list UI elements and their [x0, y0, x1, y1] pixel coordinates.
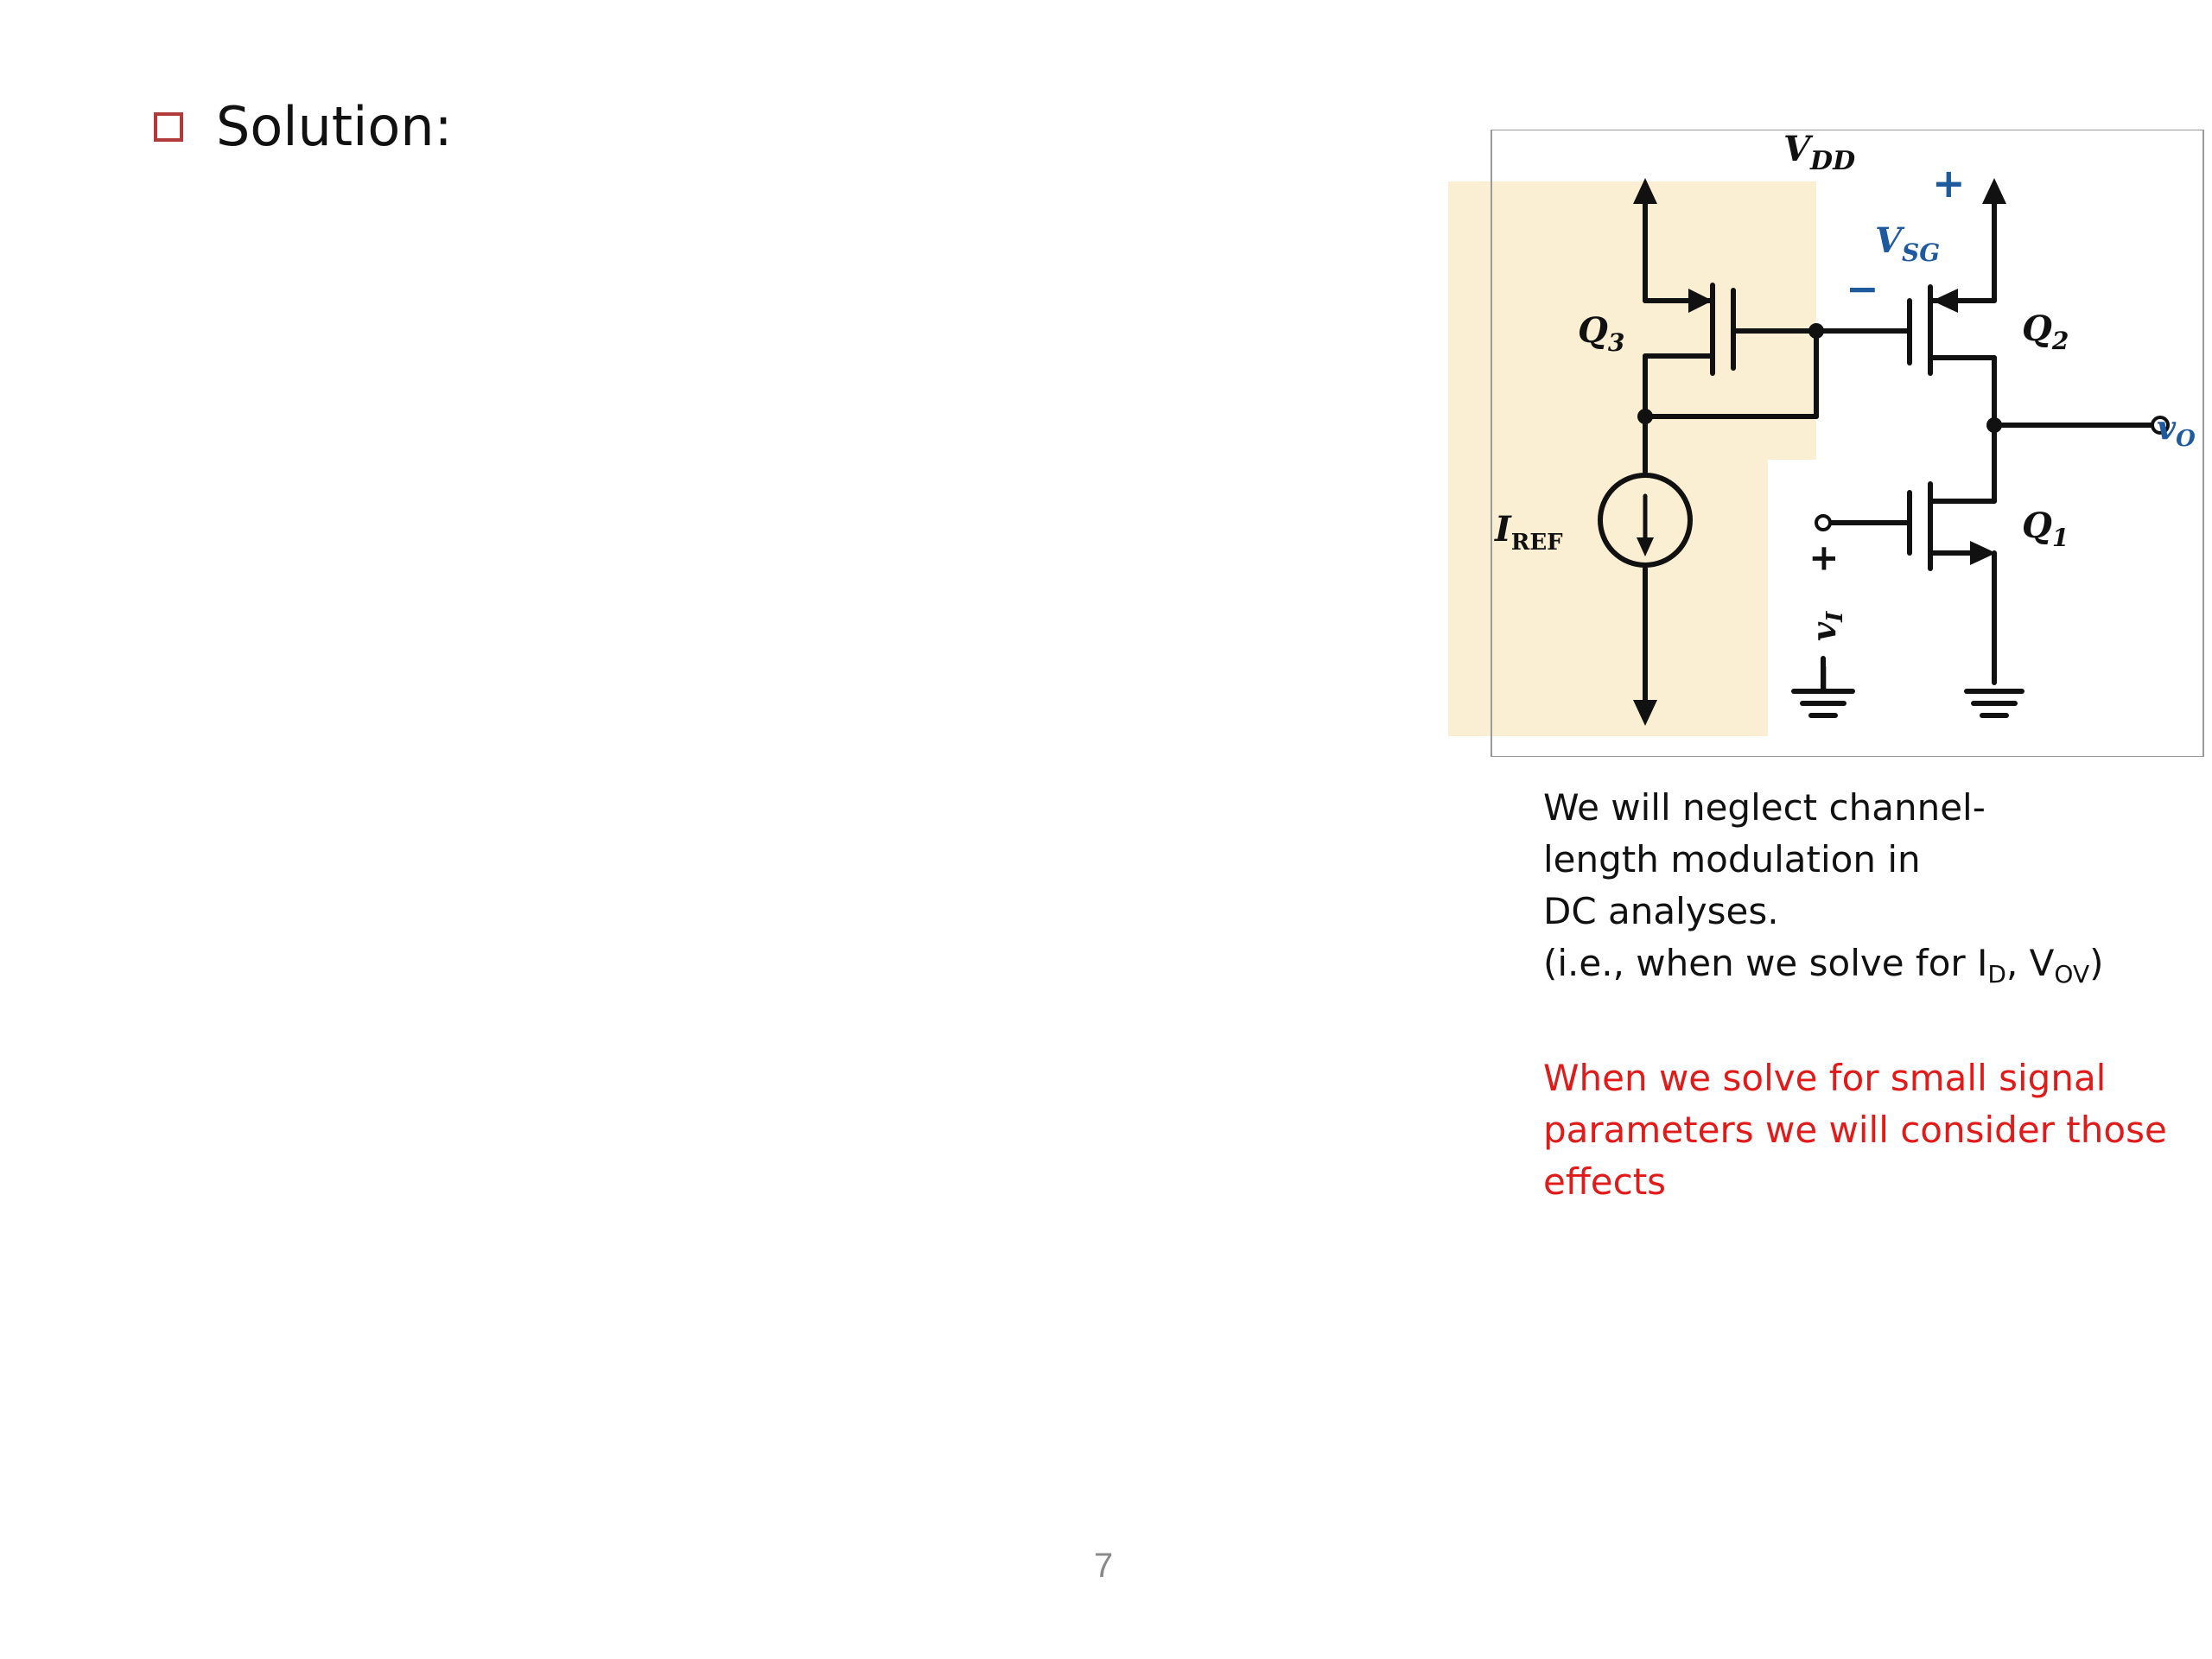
vdd-label: $V_{DD}$	[1783, 130, 1856, 176]
vi-minus-sign: −	[1802, 662, 1844, 693]
vsg-label: $V_{SG}$	[1875, 220, 1941, 267]
circuit-diagram	[1448, 130, 2209, 757]
red-note-line-3: effects	[1543, 1160, 1667, 1203]
input-terminal[interactable]	[1816, 516, 1830, 530]
note-line-3: DC analyses.	[1543, 890, 1779, 932]
condition-prefix: (i.e., when we solve for I	[1543, 942, 1988, 984]
vi-plus-sign: +	[1802, 543, 1844, 574]
vov-subscript: OV	[2054, 960, 2090, 988]
id-subscript: D	[1987, 960, 2006, 988]
page-number: 7	[1094, 1547, 1114, 1585]
circuit-figure	[1448, 130, 2209, 757]
q1-label: $Q_1$	[2022, 505, 2069, 552]
vdd-arrow-right	[1982, 178, 2006, 204]
transistor-q1	[1830, 425, 1994, 683]
vi-label: $v_I$	[1804, 611, 1848, 641]
transistor-q2	[1816, 199, 2153, 425]
condition-suffix: )	[2089, 942, 2104, 984]
highlight-region	[1448, 181, 1816, 736]
condition-mid: , V	[2005, 942, 2055, 984]
vo-label: $v_O$	[2157, 408, 2196, 452]
slide-title: Solution:	[216, 95, 453, 158]
node-gate	[1808, 323, 1824, 339]
node-q3-drain	[1637, 409, 1653, 424]
q3-label: $Q_3$	[1578, 310, 1625, 357]
note-line-2: length modulation in	[1543, 838, 1921, 880]
note-line-1: We will neglect channel-	[1543, 786, 1986, 829]
red-note-line-2: parameters we will consider those	[1543, 1109, 2167, 1151]
vsg-minus-sign: −	[1846, 265, 1879, 312]
vsg-plus-sign: +	[1932, 160, 1966, 207]
title-row	[154, 95, 452, 158]
note-line-4	[1543, 938, 2200, 1001]
notes-text	[1543, 782, 2200, 1208]
ground-icon-q1	[1967, 691, 2022, 715]
checkbox-bullet-icon	[154, 112, 183, 142]
iref-label: $I_{REF}$	[1495, 509, 1563, 556]
vi-source-label	[1802, 543, 1848, 693]
q2-label: $Q_2$	[2022, 308, 2069, 355]
node-output	[1986, 417, 2002, 433]
red-note-line-1: When we solve for small signal	[1543, 1057, 2107, 1099]
q2-source-arrow	[1932, 289, 1958, 313]
